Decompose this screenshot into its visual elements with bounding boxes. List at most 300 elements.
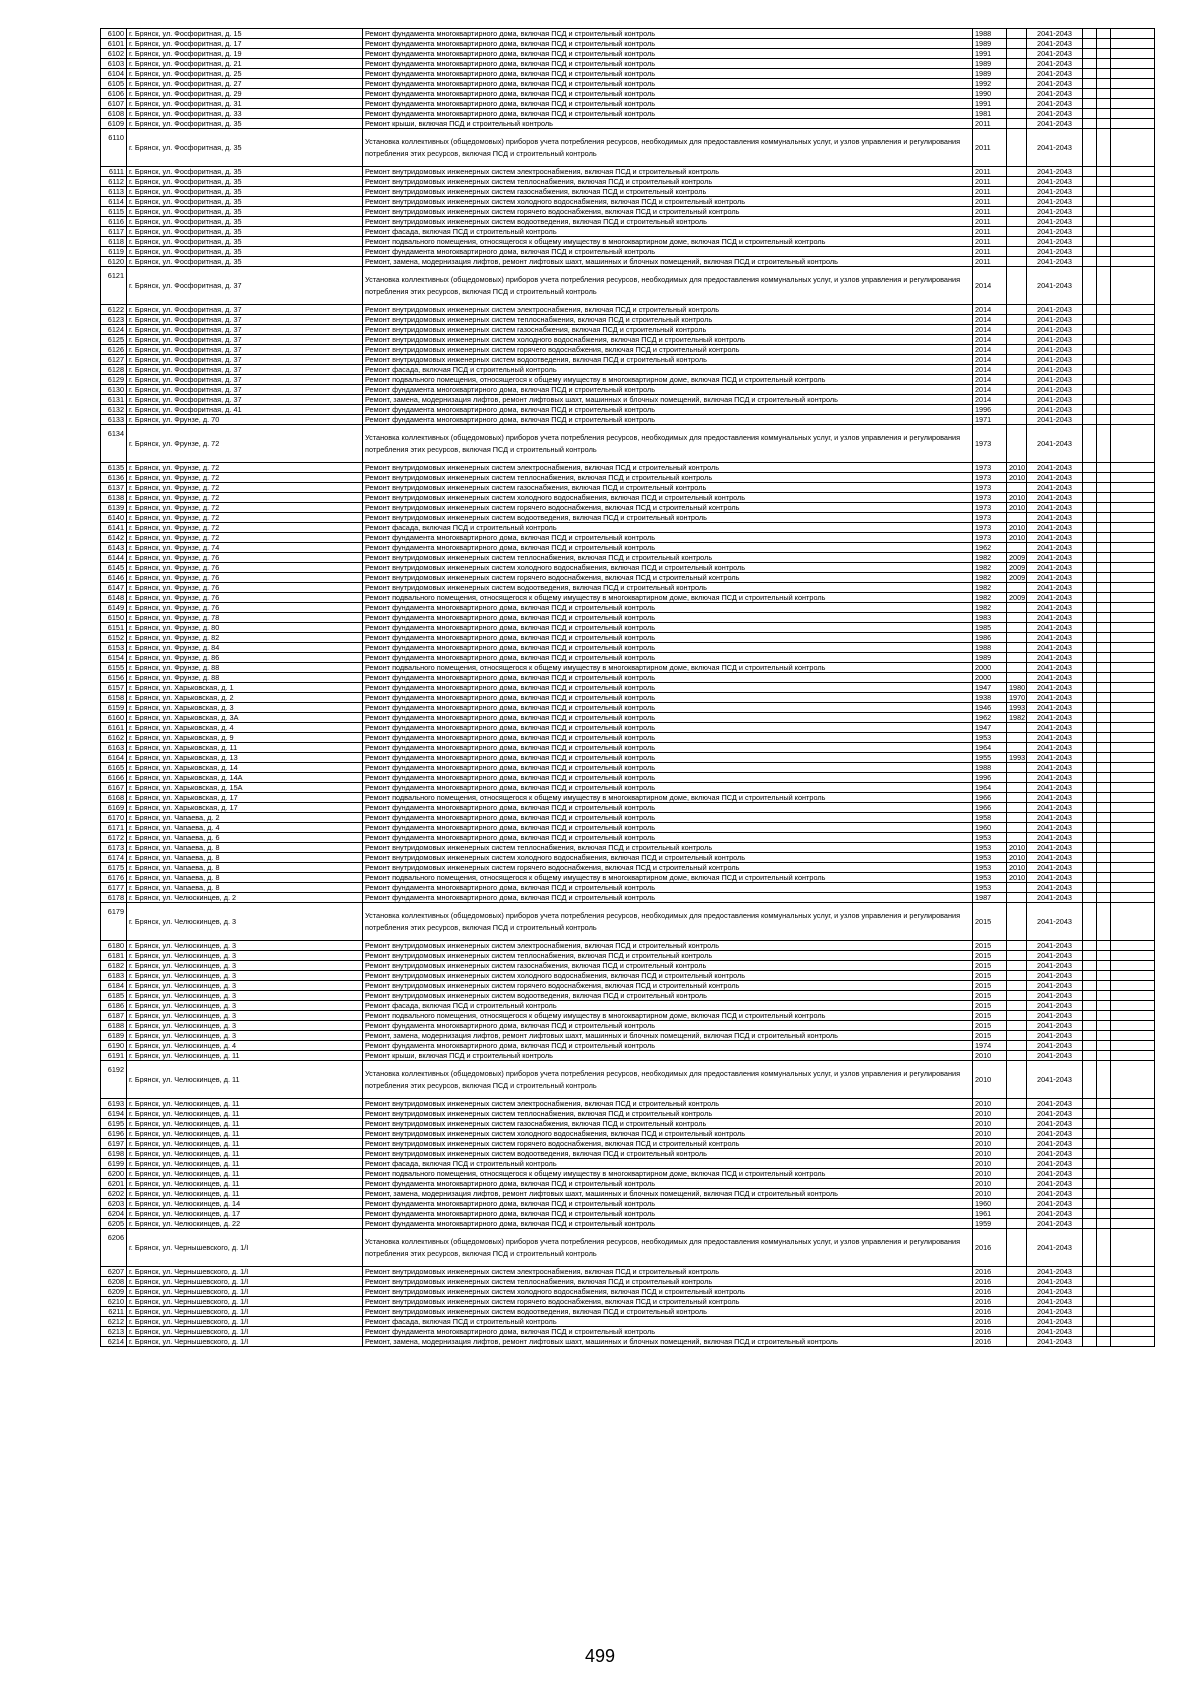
build-year-cell: 2010	[973, 1061, 1007, 1099]
work-type-cell: Ремонт фундамента многоквартирного дома, включая ПСД и строительный контроль	[363, 643, 973, 653]
renovation-year-cell: 2009	[1007, 573, 1027, 583]
address-cell: г. Брянск, ул. Фосфоритная, д. 37	[127, 345, 363, 355]
empty-cell	[1111, 305, 1155, 315]
period-cell: 2041-2043	[1027, 99, 1083, 109]
period-cell: 2041-2043	[1027, 883, 1083, 893]
table-row	[101, 59, 1155, 69]
row-number: 6107	[101, 99, 127, 109]
address-cell: г. Брянск, ул. Харьковская, д. 17	[127, 803, 363, 813]
empty-cell	[1097, 1061, 1111, 1099]
empty-cell	[1097, 405, 1111, 415]
empty-cell	[1083, 267, 1097, 305]
work-type-cell: Ремонт подвального помещения, относящегося к общему имуществу в многоквартирном доме, включая ПСД и строительный контроль	[363, 1011, 973, 1021]
period-cell: 2041-2043	[1027, 1001, 1083, 1011]
row-number: 6200	[101, 1169, 127, 1179]
period-cell: 2041-2043	[1027, 227, 1083, 237]
work-type-cell: Ремонт внутридомовых инженерных систем водоотведения, включая ПСД и строительный контроль	[363, 513, 973, 523]
empty-cell	[1111, 473, 1155, 483]
address-cell: г. Брянск, ул. Челюскинцев, д. 14	[127, 1199, 363, 1209]
empty-cell	[1111, 483, 1155, 493]
renovation-year-cell	[1007, 763, 1027, 773]
empty-cell	[1083, 613, 1097, 623]
empty-cell	[1097, 803, 1111, 813]
build-year-cell: 2015	[973, 981, 1007, 991]
table-row	[101, 643, 1155, 653]
empty-cell	[1111, 773, 1155, 783]
empty-cell	[1083, 375, 1097, 385]
period-cell: 2041-2043	[1027, 405, 1083, 415]
build-year-cell: 1982	[973, 563, 1007, 573]
empty-cell	[1097, 1011, 1111, 1021]
work-type-cell: Ремонт фундамента многоквартирного дома, включая ПСД и строительный контроль	[363, 833, 973, 843]
row-number: 6148	[101, 593, 127, 603]
renovation-year-cell	[1007, 59, 1027, 69]
table-row	[101, 653, 1155, 663]
empty-cell	[1083, 1031, 1097, 1041]
renovation-year-cell	[1007, 673, 1027, 683]
row-number: 6207	[101, 1267, 127, 1277]
table-row	[101, 951, 1155, 961]
build-year-cell: 2016	[973, 1337, 1007, 1347]
row-number: 6153	[101, 643, 127, 653]
row-number: 6147	[101, 583, 127, 593]
empty-cell	[1111, 1317, 1155, 1327]
renovation-year-cell: 2009	[1007, 593, 1027, 603]
renovation-year-cell: 2010	[1007, 503, 1027, 513]
period-cell: 2041-2043	[1027, 813, 1083, 823]
row-number: 6135	[101, 463, 127, 473]
empty-cell	[1111, 883, 1155, 893]
work-type-cell: Ремонт внутридомовых инженерных систем теплоснабжения, включая ПСД и строительный контроль	[363, 1109, 973, 1119]
empty-cell	[1097, 207, 1111, 217]
renovation-year-cell	[1007, 991, 1027, 1001]
table-row	[101, 1021, 1155, 1031]
work-type-cell: Ремонт фундамента многоквартирного дома, включая ПСД и строительный контроль	[363, 415, 973, 425]
build-year-cell: 1960	[973, 823, 1007, 833]
build-year-cell: 2010	[973, 1099, 1007, 1109]
empty-cell	[1083, 1169, 1097, 1179]
build-year-cell: 1974	[973, 1041, 1007, 1051]
empty-cell	[1083, 553, 1097, 563]
address-cell: г. Брянск, ул. Челюскинцев, д. 11	[127, 1051, 363, 1061]
empty-cell	[1097, 673, 1111, 683]
empty-cell	[1111, 1219, 1155, 1229]
period-cell: 2041-2043	[1027, 903, 1083, 941]
row-number: 6144	[101, 553, 127, 563]
table-row	[101, 713, 1155, 723]
build-year-cell: 2014	[973, 267, 1007, 305]
address-cell: г. Брянск, ул. Фрунзе, д. 76	[127, 563, 363, 573]
empty-cell	[1083, 513, 1097, 523]
period-cell: 2041-2043	[1027, 1041, 1083, 1051]
period-cell: 2041-2043	[1027, 1297, 1083, 1307]
table-row	[101, 1277, 1155, 1287]
address-cell: г. Брянск, ул. Фрунзе, д. 82	[127, 633, 363, 643]
empty-cell	[1097, 305, 1111, 315]
period-cell: 2041-2043	[1027, 49, 1083, 59]
empty-cell	[1111, 523, 1155, 533]
table-row	[101, 119, 1155, 129]
build-year-cell: 2014	[973, 365, 1007, 375]
empty-cell	[1083, 1139, 1097, 1149]
work-type-cell: Ремонт фундамента многоквартирного дома, включая ПСД и строительный контроль	[363, 99, 973, 109]
empty-cell	[1083, 583, 1097, 593]
table-row	[101, 773, 1155, 783]
empty-cell	[1111, 723, 1155, 733]
build-year-cell: 2011	[973, 119, 1007, 129]
empty-cell	[1111, 197, 1155, 207]
work-type-cell: Ремонт фундамента многоквартирного дома, включая ПСД и строительный контроль	[363, 703, 973, 713]
empty-cell	[1111, 227, 1155, 237]
empty-cell	[1083, 643, 1097, 653]
work-type-cell: Ремонт подвального помещения, относящегося к общему имуществу в многоквартирном доме, включая ПСД и строительный контроль	[363, 873, 973, 883]
empty-cell	[1097, 187, 1111, 197]
renovation-year-cell	[1007, 941, 1027, 951]
work-type-cell: Ремонт фундамента многоквартирного дома, включая ПСД и строительный контроль	[363, 653, 973, 663]
address-cell: г. Брянск, ул. Челюскинцев, д. 11	[127, 1169, 363, 1179]
empty-cell	[1083, 653, 1097, 663]
table-row	[101, 783, 1155, 793]
empty-cell	[1097, 753, 1111, 763]
row-number: 6191	[101, 1051, 127, 1061]
period-cell: 2041-2043	[1027, 653, 1083, 663]
empty-cell	[1083, 1061, 1097, 1099]
empty-cell	[1083, 29, 1097, 39]
build-year-cell: 2015	[973, 903, 1007, 941]
empty-cell	[1083, 1021, 1097, 1031]
work-type-cell: Ремонт фундамента многоквартирного дома, включая ПСД и строительный контроль	[363, 49, 973, 59]
row-number: 6194	[101, 1109, 127, 1119]
empty-cell	[1111, 257, 1155, 267]
address-cell: г. Брянск, ул. Фосфоритная, д. 37	[127, 305, 363, 315]
build-year-cell: 1973	[973, 513, 1007, 523]
empty-cell	[1111, 573, 1155, 583]
work-type-cell: Установка коллективных (общедомовых) приборов учета потребления ресурсов, необходимых для предоставления коммунальных услуг, и узлов управления и регулирования потребления этих ресурсов, включая ПСД и строительный контроль	[363, 903, 973, 941]
period-cell: 2041-2043	[1027, 663, 1083, 673]
period-cell: 2041-2043	[1027, 483, 1083, 493]
work-type-cell: Установка коллективных (общедомовых) приборов учета потребления ресурсов, необходимых для предоставления коммунальных услуг, и узлов управления и регулирования потребления этих ресурсов, включая ПСД и строительный контроль	[363, 267, 973, 305]
renovation-year-cell	[1007, 803, 1027, 813]
row-number: 6190	[101, 1041, 127, 1051]
work-type-cell: Ремонт внутридомовых инженерных систем горячего водоснабжения, включая ПСД и строительный контроль	[363, 573, 973, 583]
address-cell: г. Брянск, ул. Фрунзе, д. 86	[127, 653, 363, 663]
period-cell: 2041-2043	[1027, 1337, 1083, 1347]
empty-cell	[1097, 763, 1111, 773]
work-type-cell: Ремонт фундамента многоквартирного дома, включая ПСД и строительный контроль	[363, 673, 973, 683]
row-number: 6121	[101, 267, 127, 305]
empty-cell	[1111, 673, 1155, 683]
empty-cell	[1111, 29, 1155, 39]
build-year-cell: 1988	[973, 643, 1007, 653]
row-number: 6113	[101, 187, 127, 197]
empty-cell	[1111, 1119, 1155, 1129]
period-cell: 2041-2043	[1027, 693, 1083, 703]
build-year-cell: 1962	[973, 543, 1007, 553]
address-cell: г. Брянск, ул. Фосфоритная, д. 41	[127, 405, 363, 415]
build-year-cell: 1989	[973, 39, 1007, 49]
empty-cell	[1083, 129, 1097, 167]
row-number: 6122	[101, 305, 127, 315]
renovation-year-cell	[1007, 1209, 1027, 1219]
table-row	[101, 1189, 1155, 1199]
empty-cell	[1097, 227, 1111, 237]
empty-cell	[1083, 1159, 1097, 1169]
renovation-year-cell	[1007, 425, 1027, 463]
build-year-cell: 1962	[973, 713, 1007, 723]
empty-cell	[1083, 69, 1097, 79]
renovation-year-cell	[1007, 643, 1027, 653]
address-cell: г. Брянск, ул. Челюскинцев, д. 3	[127, 903, 363, 941]
address-cell: г. Брянск, ул. Фосфоритная, д. 35	[127, 167, 363, 177]
table-row	[101, 703, 1155, 713]
renovation-year-cell	[1007, 385, 1027, 395]
empty-cell	[1111, 1267, 1155, 1277]
renovation-year-cell	[1007, 109, 1027, 119]
renovation-year-cell	[1007, 1051, 1027, 1061]
empty-cell	[1097, 733, 1111, 743]
period-cell: 2041-2043	[1027, 365, 1083, 375]
empty-cell	[1111, 177, 1155, 187]
row-number: 6119	[101, 247, 127, 257]
period-cell: 2041-2043	[1027, 109, 1083, 119]
work-type-cell: Ремонт фундамента многоквартирного дома, включая ПСД и строительный контроль	[363, 603, 973, 613]
period-cell: 2041-2043	[1027, 643, 1083, 653]
address-cell: г. Брянск, ул. Челюскинцев, д. 3	[127, 991, 363, 1001]
row-number: 6115	[101, 207, 127, 217]
row-number: 6198	[101, 1149, 127, 1159]
address-cell: г. Брянск, ул. Харьковская, д. 13	[127, 753, 363, 763]
empty-cell	[1083, 683, 1097, 693]
empty-cell	[1083, 803, 1097, 813]
period-cell: 2041-2043	[1027, 59, 1083, 69]
address-cell: г. Брянск, ул. Фосфоритная, д. 35	[127, 237, 363, 247]
row-number: 6185	[101, 991, 127, 1001]
address-cell: г. Брянск, ул. Чернышевского, д. 1/I	[127, 1297, 363, 1307]
empty-cell	[1097, 129, 1111, 167]
empty-cell	[1111, 903, 1155, 941]
empty-cell	[1097, 1159, 1111, 1169]
empty-cell	[1083, 1011, 1097, 1021]
period-cell: 2041-2043	[1027, 1031, 1083, 1041]
renovation-year-cell	[1007, 773, 1027, 783]
empty-cell	[1097, 813, 1111, 823]
empty-cell	[1097, 533, 1111, 543]
row-number: 6159	[101, 703, 127, 713]
table-row	[101, 99, 1155, 109]
build-year-cell: 1989	[973, 69, 1007, 79]
row-number: 6111	[101, 167, 127, 177]
work-type-cell: Ремонт фундамента многоквартирного дома, включая ПСД и строительный контроль	[363, 1021, 973, 1031]
row-number: 6156	[101, 673, 127, 683]
build-year-cell: 1989	[973, 59, 1007, 69]
table-row	[101, 187, 1155, 197]
empty-cell	[1097, 593, 1111, 603]
work-type-cell: Ремонт внутридомовых инженерных систем горячего водоснабжения, включая ПСД и строительный контроль	[363, 345, 973, 355]
empty-cell	[1111, 129, 1155, 167]
period-cell: 2041-2043	[1027, 753, 1083, 763]
address-cell: г. Брянск, ул. Фосфоритная, д. 37	[127, 365, 363, 375]
empty-cell	[1097, 483, 1111, 493]
work-type-cell: Ремонт, замена, модернизация лифтов, ремонт лифтовых шахт, машинных и блочных помещений, включая ПСД и строительный контроль	[363, 257, 973, 267]
empty-cell	[1097, 1169, 1111, 1179]
empty-cell	[1083, 345, 1097, 355]
address-cell: г. Брянск, ул. Челюскинцев, д. 11	[127, 1119, 363, 1129]
address-cell: г. Брянск, ул. Фрунзе, д. 76	[127, 573, 363, 583]
address-cell: г. Брянск, ул. Фрунзе, д. 76	[127, 583, 363, 593]
empty-cell	[1097, 415, 1111, 425]
table-row	[101, 673, 1155, 683]
period-cell: 2041-2043	[1027, 1199, 1083, 1209]
renovation-year-cell: 2010	[1007, 463, 1027, 473]
empty-cell	[1111, 1099, 1155, 1109]
work-type-cell: Ремонт фундамента многоквартирного дома, включая ПСД и строительный контроль	[363, 633, 973, 643]
address-cell: г. Брянск, ул. Харьковская, д. 11	[127, 743, 363, 753]
table-row	[101, 197, 1155, 207]
renovation-year-cell	[1007, 1109, 1027, 1119]
empty-cell	[1083, 257, 1097, 267]
build-year-cell: 2010	[973, 1139, 1007, 1149]
empty-cell	[1111, 663, 1155, 673]
work-type-cell: Ремонт фасада, включая ПСД и строительный контроль	[363, 227, 973, 237]
renovation-year-cell	[1007, 1337, 1027, 1347]
work-type-cell: Ремонт фундамента многоквартирного дома, включая ПСД и строительный контроль	[363, 783, 973, 793]
table-row	[101, 533, 1155, 543]
empty-cell	[1097, 325, 1111, 335]
period-cell: 2041-2043	[1027, 573, 1083, 583]
empty-cell	[1111, 365, 1155, 375]
build-year-cell: 1989	[973, 653, 1007, 663]
work-type-cell: Ремонт фундамента многоквартирного дома, включая ПСД и строительный контроль	[363, 109, 973, 119]
table-row	[101, 1001, 1155, 1011]
empty-cell	[1111, 843, 1155, 853]
empty-cell	[1097, 395, 1111, 405]
address-cell: г. Брянск, ул. Фосфоритная, д. 35	[127, 187, 363, 197]
address-cell: г. Брянск, ул. Фрунзе, д. 72	[127, 523, 363, 533]
empty-cell	[1097, 1317, 1111, 1327]
row-number: 6142	[101, 533, 127, 543]
renovation-year-cell	[1007, 1139, 1027, 1149]
empty-cell	[1111, 1139, 1155, 1149]
period-cell: 2041-2043	[1027, 79, 1083, 89]
renovation-year-cell	[1007, 1199, 1027, 1209]
period-cell: 2041-2043	[1027, 783, 1083, 793]
build-year-cell: 2016	[973, 1229, 1007, 1267]
empty-cell	[1083, 395, 1097, 405]
period-cell: 2041-2043	[1027, 773, 1083, 783]
row-number: 6202	[101, 1189, 127, 1199]
empty-cell	[1097, 903, 1111, 941]
page-number: 499	[584, 1646, 616, 1666]
build-year-cell: 2011	[973, 227, 1007, 237]
empty-cell	[1111, 325, 1155, 335]
period-cell: 2041-2043	[1027, 833, 1083, 843]
row-number: 6177	[101, 883, 127, 893]
period-cell: 2041-2043	[1027, 1021, 1083, 1031]
empty-cell	[1097, 653, 1111, 663]
empty-cell	[1097, 29, 1111, 39]
empty-cell	[1083, 843, 1097, 853]
row-number: 6120	[101, 257, 127, 267]
table-row	[101, 1011, 1155, 1021]
empty-cell	[1111, 1011, 1155, 1021]
empty-cell	[1083, 99, 1097, 109]
period-cell: 2041-2043	[1027, 1129, 1083, 1139]
address-cell: г. Брянск, ул. Чернышевского, д. 1/I	[127, 1229, 363, 1267]
build-year-cell: 1953	[973, 843, 1007, 853]
empty-cell	[1097, 1229, 1111, 1267]
empty-cell	[1097, 365, 1111, 375]
empty-cell	[1111, 315, 1155, 325]
period-cell: 2041-2043	[1027, 583, 1083, 593]
work-type-cell: Ремонт внутридомовых инженерных систем газоснабжения, включая ПСД и строительный контроль	[363, 325, 973, 335]
empty-cell	[1111, 683, 1155, 693]
table-row	[101, 623, 1155, 633]
row-number: 6197	[101, 1139, 127, 1149]
row-number: 6157	[101, 683, 127, 693]
period-cell: 2041-2043	[1027, 1209, 1083, 1219]
row-number: 6124	[101, 325, 127, 335]
address-cell: г. Брянск, ул. Харьковская, д. 14А	[127, 773, 363, 783]
empty-cell	[1083, 1287, 1097, 1297]
empty-cell	[1097, 1297, 1111, 1307]
build-year-cell: 1973	[973, 503, 1007, 513]
work-type-cell: Ремонт внутридомовых инженерных систем теплоснабжения, включая ПСД и строительный контроль	[363, 177, 973, 187]
table-row	[101, 633, 1155, 643]
empty-cell	[1111, 1061, 1155, 1099]
renovation-year-cell	[1007, 961, 1027, 971]
work-type-cell: Ремонт фундамента многоквартирного дома, включая ПСД и строительный контроль	[363, 59, 973, 69]
renovation-year-cell	[1007, 375, 1027, 385]
address-cell: г. Брянск, ул. Фосфоритная, д. 19	[127, 49, 363, 59]
build-year-cell: 2010	[973, 1119, 1007, 1129]
build-year-cell: 2011	[973, 217, 1007, 227]
build-year-cell: 1987	[973, 893, 1007, 903]
build-year-cell: 2014	[973, 385, 1007, 395]
empty-cell	[1111, 783, 1155, 793]
work-type-cell: Ремонт, замена, модернизация лифтов, ремонт лифтовых шахт, машинных и блочных помещений, включая ПСД и строительный контроль	[363, 395, 973, 405]
work-type-cell: Ремонт крыши, включая ПСД и строительный контроль	[363, 119, 973, 129]
row-number: 6181	[101, 951, 127, 961]
address-cell: г. Брянск, ул. Харьковская, д. 4	[127, 723, 363, 733]
empty-cell	[1097, 743, 1111, 753]
renovation-year-cell	[1007, 89, 1027, 99]
address-cell: г. Брянск, ул. Фосфоритная, д. 27	[127, 79, 363, 89]
address-cell: г. Брянск, ул. Челюскинцев, д. 11	[127, 1129, 363, 1139]
period-cell: 2041-2043	[1027, 793, 1083, 803]
empty-cell	[1097, 773, 1111, 783]
table-row	[101, 873, 1155, 883]
empty-cell	[1083, 197, 1097, 207]
empty-cell	[1111, 99, 1155, 109]
table-row	[101, 89, 1155, 99]
renovation-year-cell	[1007, 723, 1027, 733]
address-cell: г. Брянск, ул. Чапаева, д. 8	[127, 843, 363, 853]
empty-cell	[1097, 355, 1111, 365]
empty-cell	[1097, 683, 1111, 693]
empty-cell	[1083, 603, 1097, 613]
empty-cell	[1083, 523, 1097, 533]
renovation-year-cell	[1007, 903, 1027, 941]
row-number: 6206	[101, 1229, 127, 1267]
empty-cell	[1111, 813, 1155, 823]
build-year-cell: 2014	[973, 335, 1007, 345]
work-type-cell: Ремонт фасада, включая ПСД и строительный контроль	[363, 365, 973, 375]
period-cell: 2041-2043	[1027, 981, 1083, 991]
empty-cell	[1083, 971, 1097, 981]
address-cell: г. Брянск, ул. Фрунзе, д. 70	[127, 415, 363, 425]
build-year-cell: 2014	[973, 345, 1007, 355]
period-cell: 2041-2043	[1027, 1051, 1083, 1061]
